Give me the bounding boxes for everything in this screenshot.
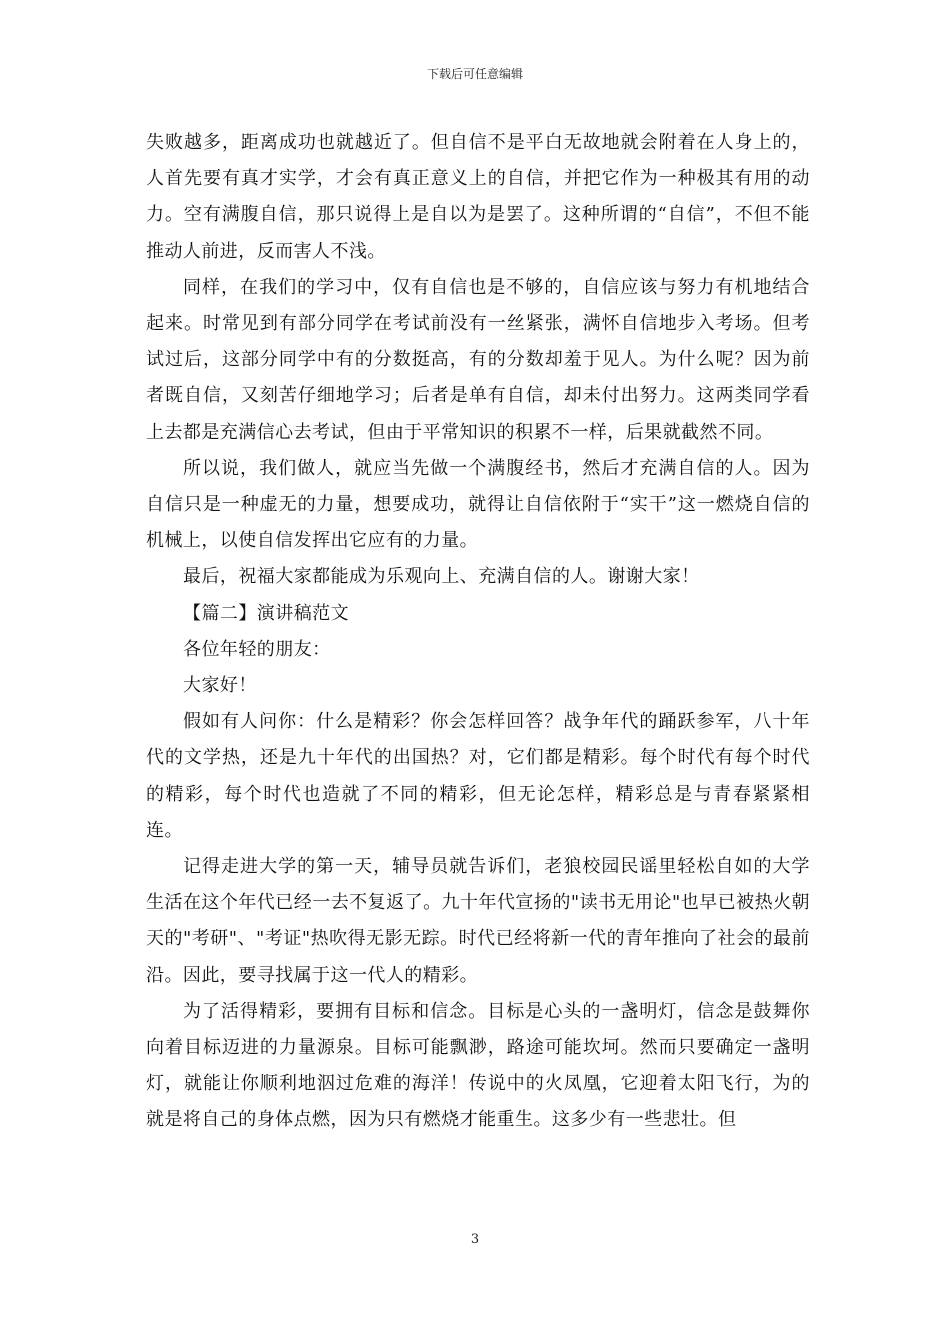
paragraph: 失败越多，距离成功也就越近了。但自信不是平白无故地就会附着在人身上的，人首先要有真才实学，才会有真正意义上的自信，并把它作为一种极其有用的动力。空有满腹自信，那只说得上是自以为是罢了。这种所谓的“自信”，不但不能推动人前进，反而害人不浅。 [146,132,810,262]
paragraph: 记得走进大学的第一天，辅导员就告诉们，老狼校园民谣里轻松自如的大学生活在这个年代已经一去不复返了。九十年代宣扬的"读书无用论"也早已被热火朝天的"考研"、"考证"热吹得无影无踪。时代已经将新一代的青年推向了社会的最前沿。因此，要寻找属于这一代人的精彩。 [146,856,810,986]
paragraph: 大家好！ [183,675,257,697]
paragraph: 所以说，我们做人，就应当先做一个满腹经书，然后才充满自信的人。因为自信只是一种虚无的力量，想要成功，就得让自信依附于“实干”这一燃烧自信的机械上，以使自信发挥出它应有的力量。 [146,457,810,552]
paragraph: 各位年轻的朋友： [183,638,331,660]
paragraph: 最后，祝福大家都能成为乐观向上、充满自信的人。谢谢大家！ [183,566,700,588]
paragraph: 为了活得精彩，要拥有目标和信念。目标是心头的一盏明灯，信念是鼓舞你向着目标迈进的力量源泉。目标可能飘渺，路途可能坎坷。然而只要确定一盏明灯，就能让你顺利地泅过危难的海洋！传说中的火凤凰，它迎着太阳飞行，为的就是将自己的身体点燃，因为只有燃烧才能重生。这多少有一些悲壮。但 [146,1000,810,1131]
page-number: 3 [470,1232,480,1247]
paragraph: 【篇二】演讲稿范文 [183,602,350,624]
document-body [146,125,810,1139]
paragraph: 同样，在我们的学习中，仅有自信也是不够的，自信应该与努力有机地结合起来。时常见到有部分同学在考试前没有一丝紧张，满怀自信地步入考场。但考试过后，这部分同学中有的分数挺高，有的分数却羞于见人。为什么呢？因为前者既自信，又刻苦仔细地学习；后者是单有自信，却未付出努力。这两类同学看上去都是充满信心去考试，但由于平常知识的积累不一样，后果就截然不同。 [146,276,810,443]
page-header: 下载后可任意编辑 [426,67,523,81]
paragraph: 假如有人问你：什么是精彩？你会怎样回答？战争年代的踊跃参军，八十年代的文学热，还是九十年代的出国热？对，它们都是精彩。每个时代有每个时代的精彩，每个时代也造就了不同的精彩，但无论怎样，精彩总是与青春紧紧相连。 [146,711,810,841]
